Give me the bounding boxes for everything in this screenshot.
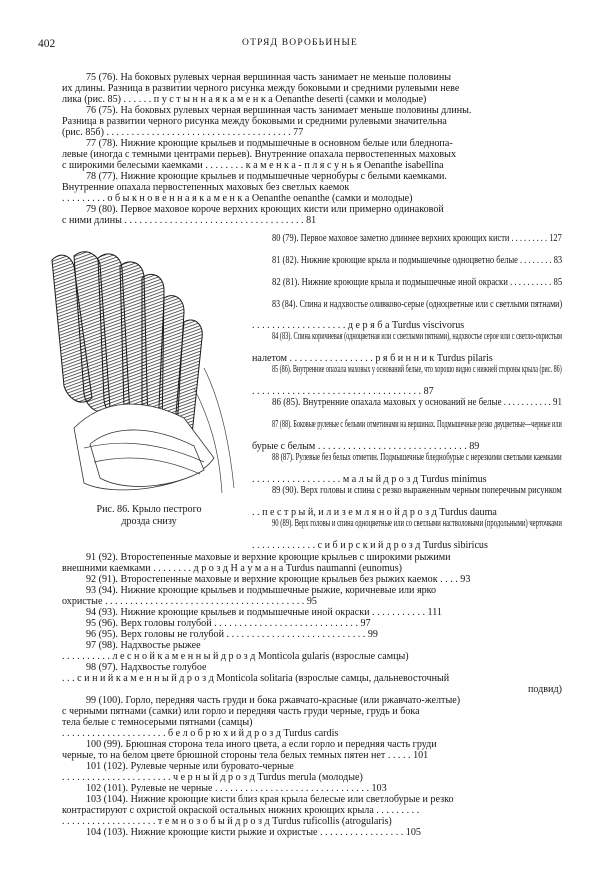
text-line: 88 (87). Рулевые без белых отметин. Подмышечные бледнобурые с нерезкими светлыми каемками (272, 452, 562, 463)
text-line: 84 (83). Спина коричневая (одноцветная или с светлыми пятнами), надхвостье серое или с светло-охристым (272, 331, 563, 342)
figure-caption-line1: Рис. 86. Крыло пестрого (96, 504, 202, 515)
text-line: 82 (81). Нижние кроющие крыла и подмышечные иной окраски . . . . . . . . . . 85 (272, 277, 563, 288)
text-line: с широкими белесыми каемками . . . . . . . . к а м е н к а - п л я с у н ь я Oenanthe isabellina (62, 160, 444, 171)
figure-caption (52, 504, 246, 528)
text-line: 102 (101). Рулевые не черные . . . . . . . . . . . . . . . . . . . . . . . . . . . . . . . 103 (86, 783, 387, 794)
text-line: . . . . . . . . . . . . . . . . . . м а л ы й д р о з д Turdus minimus (252, 474, 487, 485)
text-line: 94 (93). Нижние кроющие крыльев и подмышечные иной окраски . . . . . . . . . . . 111 (86, 607, 442, 618)
text-line: 97 (98). Надхвостье рыжее (86, 640, 201, 651)
text-line: 92 (91). Второстепенные маховые и верхние кроющие крыльев без рыжих каемок . . . . 93 (86, 574, 471, 585)
text-line: 104 (103). Нижние кроющие кисти рыжие и охристые . . . . . . . . . . . . . . . . . 105 (86, 827, 421, 838)
text-line: . . . . . . . . . . . . . . . . . . . . . . . . . . . . . . . . . . 87 (252, 386, 434, 397)
text-line: с ними длины . . . . . . . . . . . . . . . . . . . . . . . . . . . . . . . . . . . . 81 (62, 215, 317, 226)
text-line: Внутренние опахала первостепенных маховых без светлых каемок (62, 182, 350, 193)
text-line: черные, то на белом цвете брюшной стороны тела белых темных пятен нет . . . . . 101 (62, 750, 429, 761)
text-line: . . . . . . . . . . . . . . . . . . . . . б е л о б р ю х и й д р о з д Turdus cardis (62, 728, 339, 739)
bird-wing-illustration-icon (44, 248, 247, 503)
text-line: 77 (78). Нижние кроющие крыльев и подмышечные в основном белые или бледнопа- (86, 138, 453, 149)
text-line: 91 (92). Второстепенные маховые и верхние кроющие крыльев с широкими рыжими (86, 552, 451, 563)
wing-figure (44, 248, 247, 503)
text-line: 86 (85). Внутренние опахала маховых у оснований не белые . . . . . . . . . . . 91 (272, 397, 562, 408)
text-line: подвид) (528, 684, 562, 695)
text-line: 78 (77). Нижние кроющие крыльев и подмышечные чернобуры с белыми каемками. (86, 171, 447, 182)
text-line: Разница в развитии черного рисунка между боковыми и средними рулевыми значительна (62, 116, 447, 127)
page-number: 402 (38, 38, 56, 50)
text-line: охристые . . . . . . . . . . . . . . . . . . . . . . . . . . . . . . . . . . . . . . . . 95 (62, 596, 317, 607)
text-line: . . п е с т р ы й, и л и з е м л я н о й д р о з д Turdus dauma (252, 507, 497, 518)
text-line: . . . . . . . . . . . . . . . . . . . . . . ч е р н ы й д р о з д Turdus merula (молодые) (62, 772, 363, 783)
text-line: . . . . . . . . . . л е с н о й к а м е н н ы й д р о з д Monticola gularis (взрослые самцы) (62, 651, 409, 662)
text-line: 93 (94). Нижние кроющие крыльев и подмышечные рыжие, коричневые или ярко (86, 585, 437, 596)
text-line: 75 (76). На боковых рулевых черная вершинная часть занимает не меньше половины (86, 72, 452, 83)
text-line: 103 (104). Нижние кроющие кисти близ края крыла белесые или светлобурые и резко (86, 794, 454, 805)
text-line: с черными пятнами (самки) или горло и передняя часть груди черные, грудь и бока (62, 706, 420, 717)
text-line: 87 (88). Боковые рулевые с белыми отметинами на вершинах. Подмышечные резко двуцветные—черные или (272, 419, 562, 430)
page-header (38, 38, 562, 54)
text-line: 95 (96). Верх головы голубой . . . . . . . . . . . . . . . . . . . . . . . . . . . . . 97 (86, 618, 371, 629)
text-line: лика (рис. 85) . . . . . . п у с т ы н н а я к а м е н к а Oenanthe deserti (самки и молодые) (62, 94, 427, 105)
text-line: 100 (99). Брюшная сторона тела иного цвета, а если горло и передняя часть груди (86, 739, 437, 750)
text-line: внешними каемками . . . . . . . . д р о з д Н а у м а н а Turdus naumanni (eunomus) (62, 563, 403, 574)
text-line: 85 (86). Внутренние опахала маховых у оснований белые, что хорошо видно с нижней стороны крыла (рис. 86) (272, 364, 562, 375)
text-line: 101 (102). Рулевые черные или буровато-черные (86, 761, 294, 772)
text-line: 99 (100). Горло, передняя часть груди и бока ржавчато-красные (или ржавчато-желтые) (86, 695, 461, 706)
text-line: левые (иногда с темными центрами перьев). Внутренние опахала первостепенных маховых (62, 149, 457, 160)
text-line: бурые с белым . . . . . . . . . . . . . . . . . . . . . . . . . . . . . . 89 (252, 441, 480, 452)
text-line: 79 (80). Первое маховое короче верхних кроющих кисти или примерно одинаковой (86, 204, 444, 215)
text-line: 90 (89). Верх головы и спина одноцветные или со светлыми настволовыми (продольными) черточками (272, 518, 562, 529)
text-line: . . . . . . . . . . . . . с и б и р с к и й д р о з д Turdus sibiricus (252, 540, 488, 551)
text-line: 96 (95). Верх головы не голубой . . . . . . . . . . . . . . . . . . . . . . . . . . . . 99 (86, 629, 378, 640)
text-line: . . . . . . . . . о б ы к н о в е н н а я к а м е н к а Oenanthe oenanthe (самки и молодые) (62, 193, 413, 204)
text-line: 83 (84). Спина и надхвостье оливково-серые (одноцветные или с светлыми пятнами) (272, 299, 563, 310)
running-title: ОТРЯД ВОРОБЬИНЫЕ (242, 38, 358, 48)
text-line: (рис. 85б) . . . . . . . . . . . . . . . . . . . . . . . . . . . . . . . . . . . . . 77 (62, 127, 304, 138)
text-line: 80 (79). Первое маховое заметно длиннее верхних кроющих кисти . . . . . . . . . 127 (272, 233, 562, 244)
text-line: 89 (90). Верх головы и спина с резко выраженным черным поперечным рисунком (272, 485, 562, 496)
text-line: 76 (75). На боковых рулевых черная вершинная часть занимает меньше половины длины. (86, 105, 472, 116)
text-line: контрастируют с охристой окраской остальных нижних кроющих крыла . . . . . . . . . (62, 805, 420, 816)
text-line: 81 (82). Нижние кроющие крыла и подмышечные одноцветно белые . . . . . . . . 83 (272, 255, 563, 266)
text-line: их длины. Разница в развитии черного рисунка между боковыми и средними рулевыми неве (62, 83, 460, 94)
text-line: . . . с и н и й к а м е н н ы й д р о з д Monticola solitaria (взрослые самцы, дальневосточный (62, 673, 450, 684)
text-line: 98 (97). Надхвостье голубое (86, 662, 207, 673)
text-line: налетом . . . . . . . . . . . . . . . . . р я б и н н и к Turdus pilaris (252, 353, 493, 364)
figure-caption-line2: дрозда снизу (121, 516, 177, 527)
text-line: . . . . . . . . . . . . . . . . . . . д е р я б а Turdus viscivorus (252, 320, 465, 331)
text-line: тела белые с темносерыми пятнами (самцы) (62, 717, 253, 728)
text-line: . . . . . . . . . . . . . . . . . . . т е м н о з о б ы й д р о з д Turdus ruficollis (atrogularis) (62, 816, 392, 827)
